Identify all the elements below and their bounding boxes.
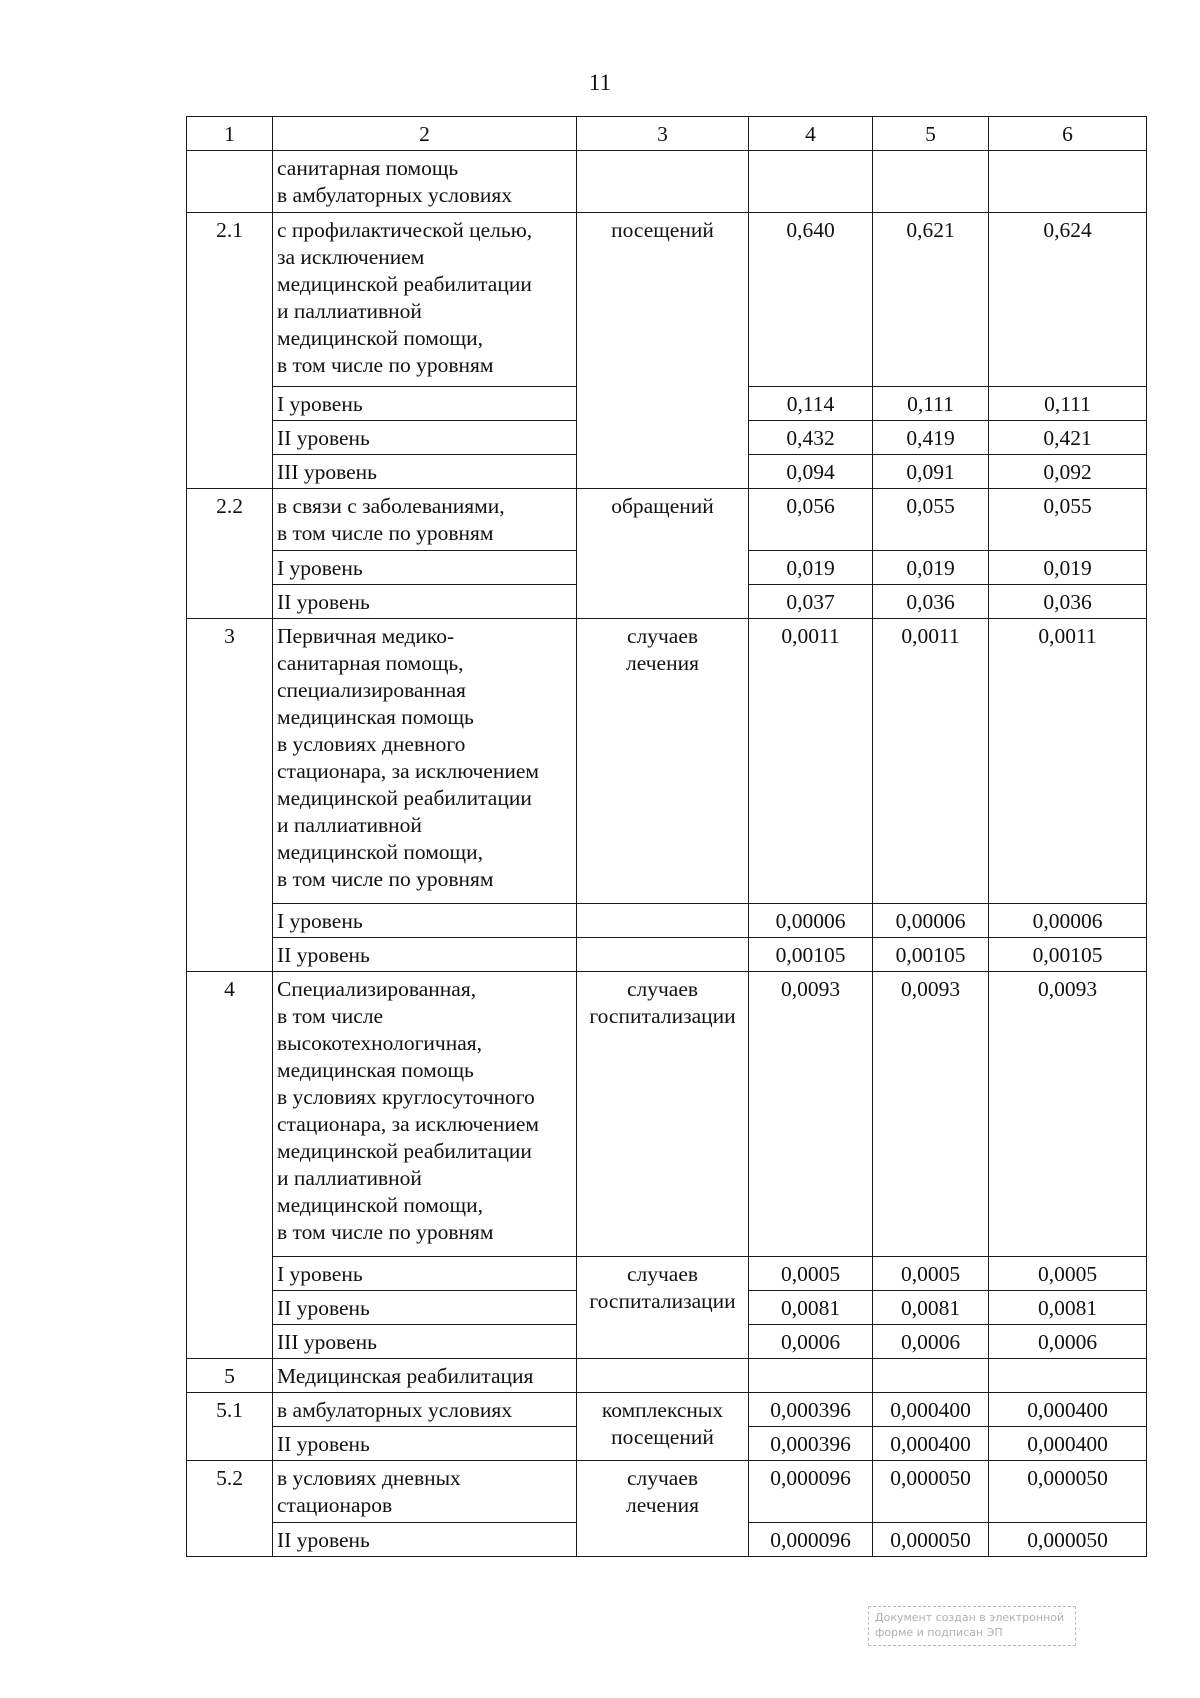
value-cell: 0,056 [749, 489, 873, 551]
table-row [187, 904, 1147, 938]
unit-cell: случаев госпитализации [577, 972, 749, 1257]
value-cell: 0,0093 [749, 972, 873, 1257]
header-cell: 1 [187, 117, 273, 151]
row-name: III уровень [273, 1325, 577, 1359]
row-number [187, 151, 273, 213]
value-cell: 0,640 [749, 213, 873, 387]
value-cell: 0,000396 [749, 1427, 873, 1461]
row-number: 5.2 [187, 1461, 273, 1557]
row-number: 5 [187, 1359, 273, 1393]
value-cell: 0,624 [989, 213, 1147, 387]
value-cell: 0,0006 [749, 1325, 873, 1359]
unit-cell: посещений [577, 213, 749, 489]
value-cell: 0,432 [749, 421, 873, 455]
value-cell: 0,055 [989, 489, 1147, 551]
header-cell: 6 [989, 117, 1147, 151]
row-name: в условиях дневных стационаров [273, 1461, 577, 1523]
value-cell: 0,055 [873, 489, 989, 551]
value-cell: 0,00006 [873, 904, 989, 938]
value-cell [989, 151, 1147, 213]
value-cell: 0,114 [749, 387, 873, 421]
table-row [187, 213, 1147, 387]
table-row [187, 489, 1147, 551]
row-name: санитарная помощь в амбулаторных условиях [273, 151, 577, 213]
value-cell: 0,00006 [749, 904, 873, 938]
value-cell: 0,036 [873, 585, 989, 619]
value-cell: 0,419 [873, 421, 989, 455]
value-cell: 0,000400 [989, 1393, 1147, 1427]
value-cell: 0,0081 [873, 1291, 989, 1325]
document-stamp [868, 1606, 1076, 1646]
table-row [187, 1257, 1147, 1291]
value-cell: 0,037 [749, 585, 873, 619]
unit-cell [577, 938, 749, 972]
row-name: II уровень [273, 938, 577, 972]
value-cell [749, 151, 873, 213]
value-cell: 0,000396 [749, 1393, 873, 1427]
value-cell: 0,0006 [873, 1325, 989, 1359]
header-row [187, 117, 1147, 151]
header-cell: 2 [273, 117, 577, 151]
header-cell: 5 [873, 117, 989, 151]
unit-cell: случаев госпитализации [577, 1257, 749, 1359]
value-cell: 0,000400 [873, 1393, 989, 1427]
value-cell: 0,036 [989, 585, 1147, 619]
value-cell: 0,0093 [989, 972, 1147, 1257]
value-cell: 0,094 [749, 455, 873, 489]
value-cell: 0,00105 [989, 938, 1147, 972]
value-cell: 0,0011 [873, 619, 989, 904]
value-cell: 0,000050 [873, 1523, 989, 1557]
value-cell: 0,000050 [873, 1461, 989, 1523]
table-row [187, 1461, 1147, 1523]
header-cell: 3 [577, 117, 749, 151]
value-cell: 0,0081 [749, 1291, 873, 1325]
row-name: I уровень [273, 387, 577, 421]
row-name: в амбулаторных условиях [273, 1393, 577, 1427]
value-cell: 0,0011 [989, 619, 1147, 904]
table-row [187, 1393, 1147, 1427]
row-name: Специализированная, в том числе высокотехнологичная, медицинская помощь в условиях круглосуточного стационара, за исключением медицинской реабилитации и паллиативной медицинской помощи, в том числе по уровням [273, 972, 577, 1257]
table-row [187, 938, 1147, 972]
row-number: 4 [187, 972, 273, 1359]
value-cell: 0,111 [873, 387, 989, 421]
table-row [187, 1359, 1147, 1393]
value-cell: 0,000096 [749, 1523, 873, 1557]
row-name: II уровень [273, 1291, 577, 1325]
row-name: Первичная медико- санитарная помощь, специализированная медицинская помощь в условиях дневного стационара, за исключением медицинской реабилитации и паллиативной медицинской помощи, в том числе по уровням [273, 619, 577, 904]
value-cell [873, 151, 989, 213]
value-cell: 0,0093 [873, 972, 989, 1257]
row-number: 5.1 [187, 1393, 273, 1461]
unit-cell: обращений [577, 489, 749, 619]
row-name: Медицинская реабилитация [273, 1359, 577, 1393]
row-number: 3 [187, 619, 273, 972]
value-cell: 0,0005 [989, 1257, 1147, 1291]
unit-cell: случаев лечения [577, 619, 749, 904]
value-cell: 0,00105 [873, 938, 989, 972]
value-cell: 0,019 [873, 551, 989, 585]
value-cell [873, 1359, 989, 1393]
table-row [187, 151, 1147, 213]
unit-cell: комплексных посещений [577, 1393, 749, 1461]
data-table [186, 116, 1147, 1557]
value-cell: 0,00006 [989, 904, 1147, 938]
row-name: I уровень [273, 551, 577, 585]
value-cell: 0,111 [989, 387, 1147, 421]
value-cell: 0,019 [989, 551, 1147, 585]
table-row [187, 972, 1147, 1257]
value-cell [749, 1359, 873, 1393]
row-name: в связи с заболеваниями, в том числе по уровням [273, 489, 577, 551]
row-number: 2.1 [187, 213, 273, 489]
unit-cell [577, 904, 749, 938]
value-cell: 0,000050 [989, 1461, 1147, 1523]
row-name: с профилактической целью, за исключением медицинской реабилитации и паллиативной медицинской помощи, в том числе по уровням [273, 213, 577, 387]
unit-cell: случаев лечения [577, 1461, 749, 1557]
stamp-line: форме и подписан ЭП [875, 1626, 1003, 1639]
value-cell: 0,0005 [873, 1257, 989, 1291]
value-cell: 0,0006 [989, 1325, 1147, 1359]
value-cell: 0,00105 [749, 938, 873, 972]
row-name: III уровень [273, 455, 577, 489]
value-cell: 0,0081 [989, 1291, 1147, 1325]
row-name: II уровень [273, 1427, 577, 1461]
unit-cell [577, 1359, 749, 1393]
value-cell [989, 1359, 1147, 1393]
row-name: II уровень [273, 421, 577, 455]
row-name: II уровень [273, 1523, 577, 1557]
value-cell: 0,000400 [989, 1427, 1147, 1461]
value-cell: 0,421 [989, 421, 1147, 455]
value-cell: 0,019 [749, 551, 873, 585]
row-name: II уровень [273, 585, 577, 619]
unit-cell [577, 151, 749, 213]
value-cell: 0,000096 [749, 1461, 873, 1523]
value-cell: 0,621 [873, 213, 989, 387]
value-cell: 0,0005 [749, 1257, 873, 1291]
value-cell: 0,000050 [989, 1523, 1147, 1557]
value-cell: 0,091 [873, 455, 989, 489]
row-name: I уровень [273, 904, 577, 938]
table-row [187, 619, 1147, 904]
stamp-line: Документ создан в электронной [875, 1611, 1065, 1624]
value-cell: 0,000400 [873, 1427, 989, 1461]
value-cell: 0,0011 [749, 619, 873, 904]
row-number: 2.2 [187, 489, 273, 619]
page-number: 11 [588, 70, 612, 95]
header-cell: 4 [749, 117, 873, 151]
row-name: I уровень [273, 1257, 577, 1291]
value-cell: 0,092 [989, 455, 1147, 489]
